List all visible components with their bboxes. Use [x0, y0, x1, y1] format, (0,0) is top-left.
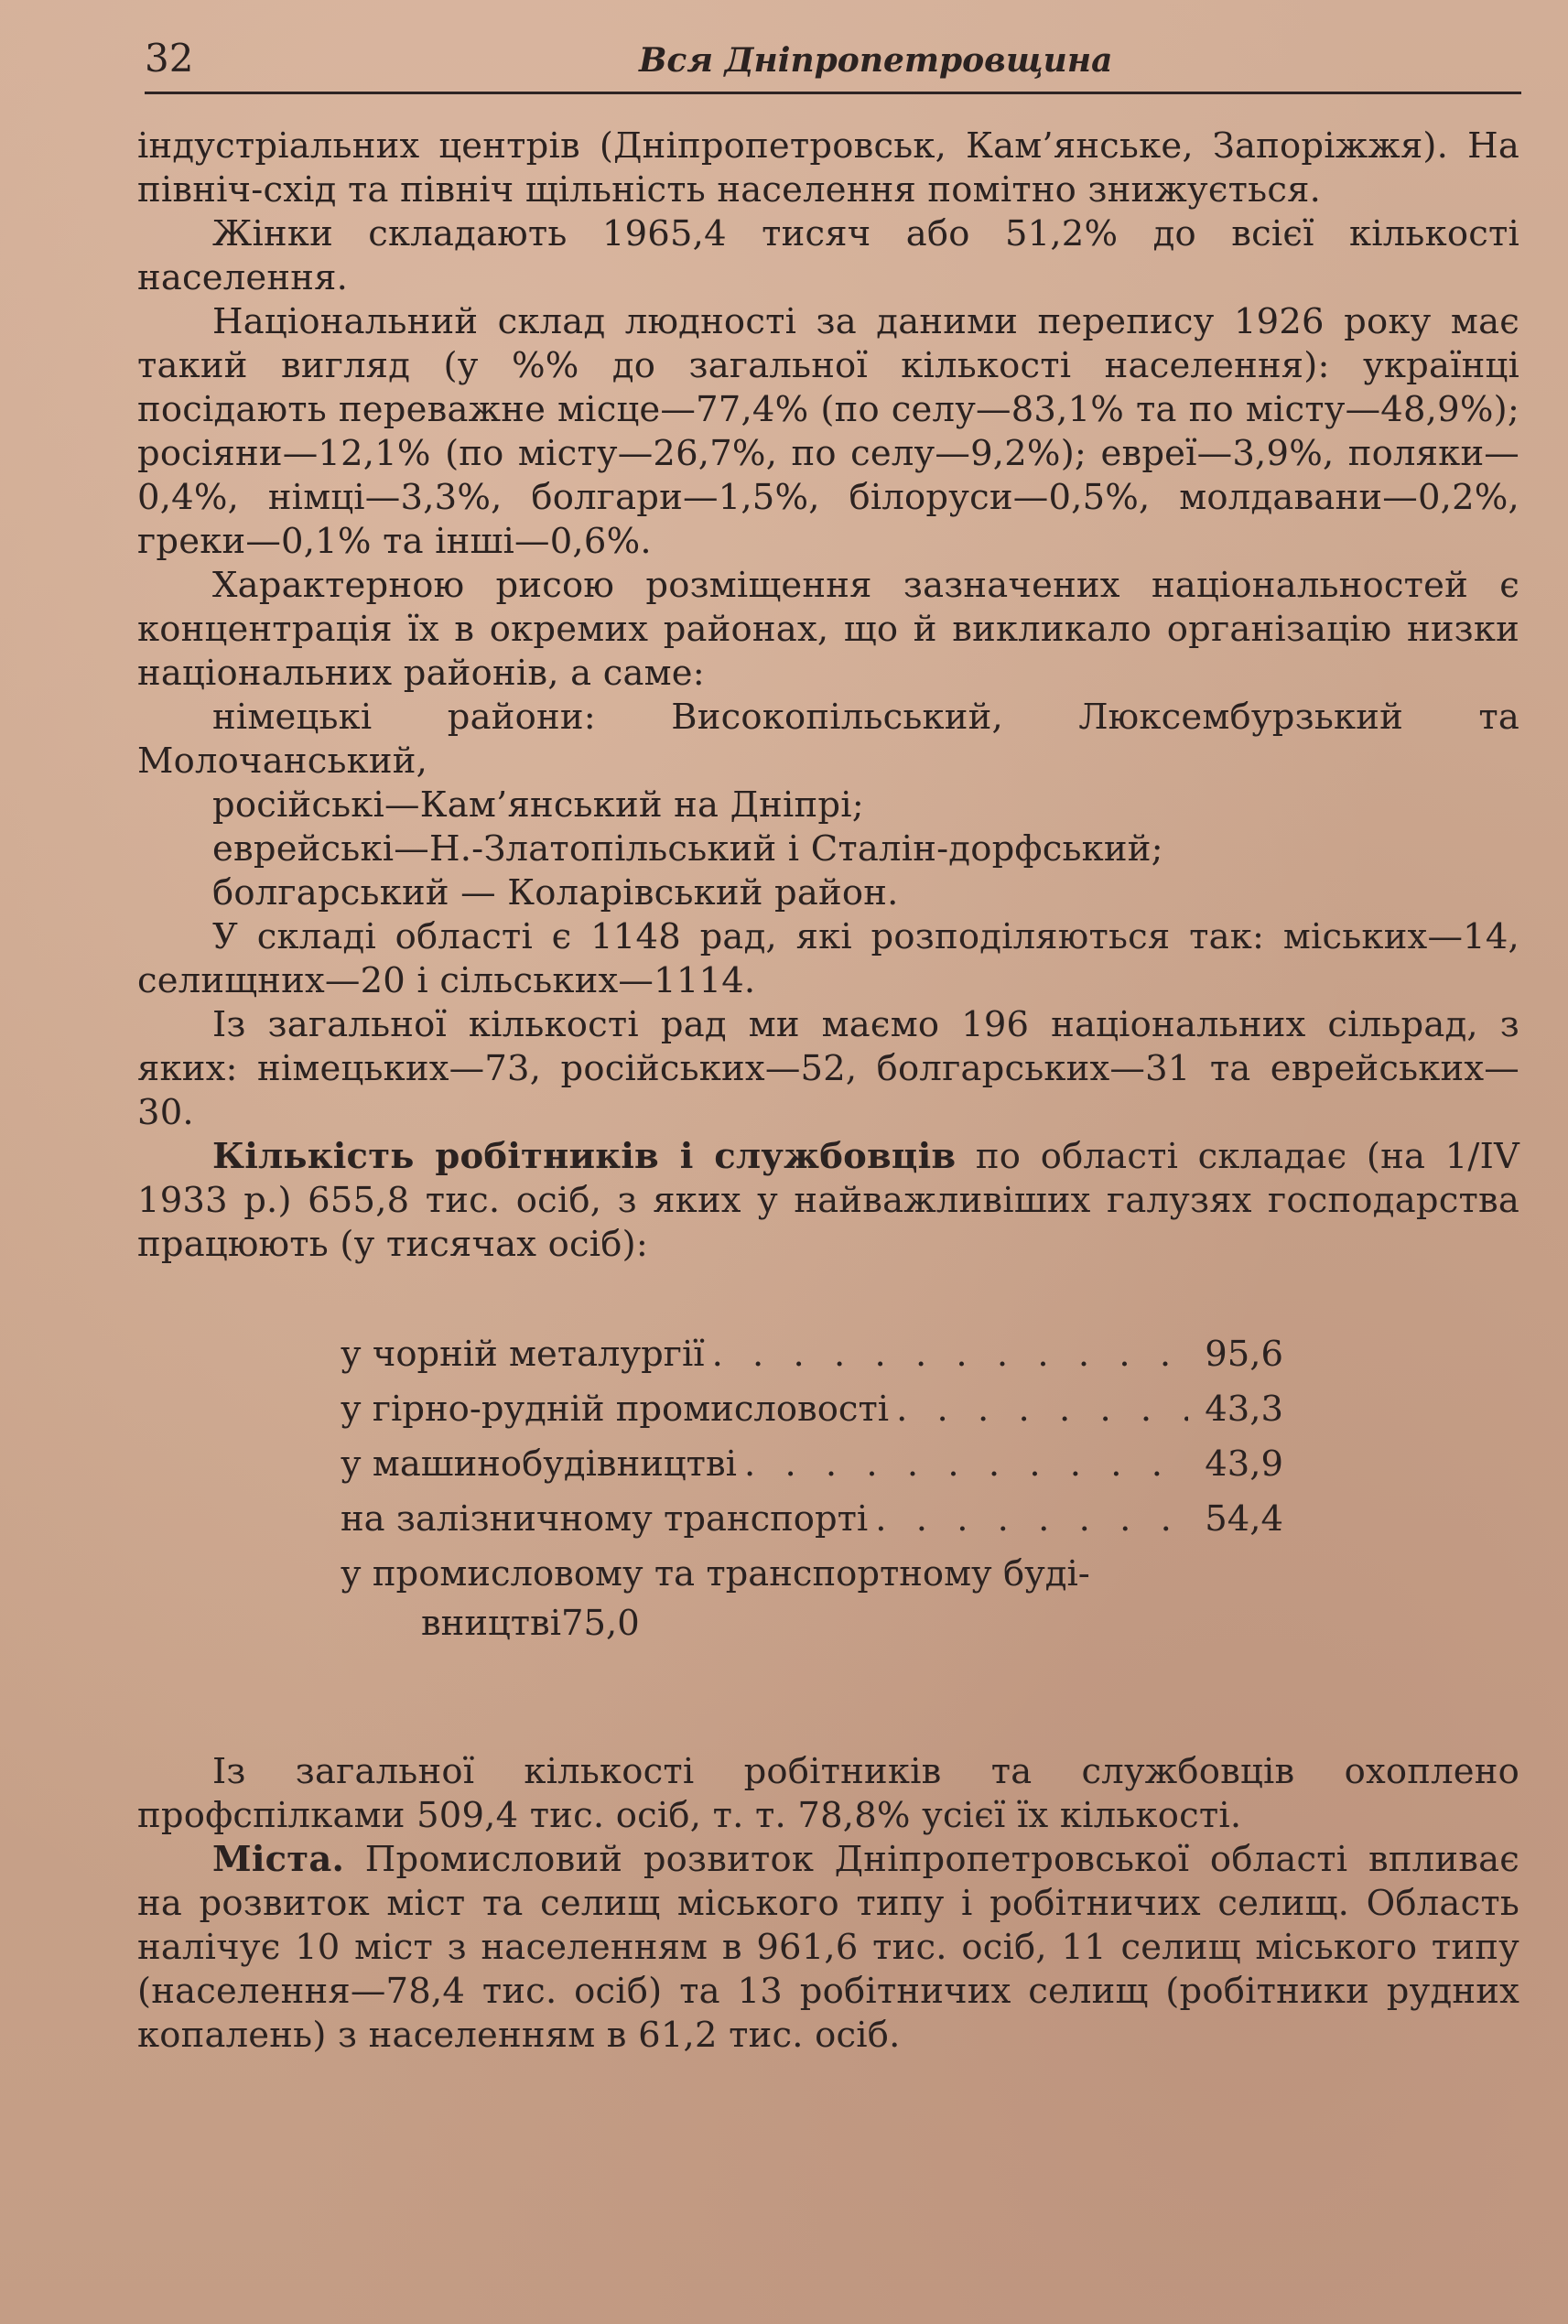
- paragraph-workers: [137, 1135, 1519, 1267]
- row-continuation: [341, 1602, 1283, 1651]
- paragraph-cities: [137, 1838, 1519, 2058]
- after-table-section: [137, 1750, 1519, 2058]
- row-value: 43,3: [1205, 1389, 1283, 1430]
- table-row: [341, 1497, 1283, 1552]
- row-value: 43,9: [1205, 1443, 1283, 1485]
- table-row: [341, 1443, 1283, 1497]
- row-value: 95,6: [1205, 1334, 1283, 1375]
- leader-dots: [896, 1388, 1188, 1432]
- paragraph-national-composition: Національний склад людності за даними перепису 1926 року має такий вигляд (у %% до загальної кількості населення): українці посідають переважне місце—77,4% (по селу—83,1% та по місту—48,9%); росіяни—12,1% (по місту—26,7%, по селу—9,2%); евреї—3,9%, поляки—0,4%, німці—3,3%, болгари—1,5%, білоруси—0,5%, молдавани—0,2%, греки—0,1% та інші—0,6%.: [137, 301, 1519, 562]
- page-body: [137, 124, 1519, 2058]
- paragraph-lead: Кількість робітників і службовців: [212, 1136, 957, 1177]
- running-title: Вся Дніпропетровщина: [639, 41, 1113, 80]
- page-number: 32: [145, 36, 194, 81]
- list-item: німецькі райони: Високопільський, Люксембурзький та Молочанський,: [137, 697, 1519, 782]
- workers-table: [341, 1333, 1283, 1651]
- leader-dots: [744, 1443, 1188, 1486]
- table-row: [341, 1333, 1283, 1388]
- list-item: еврейські—Н.-Златопільський і Сталін-дорфський;: [212, 828, 1163, 870]
- leader-dots: [875, 1497, 1188, 1541]
- row-value: 75,0: [561, 1603, 640, 1644]
- paragraph-continuation: індустріальних центрів (Дніпропетровськ, Кам’янське, Запоріжжя). На північ-схід та північ щільність населення помітно знижується.: [137, 125, 1519, 211]
- paragraph-text: по області складає (на 1/IV 1933 р.) 655,8 тис. осіб, з яких у найважливіших галузях господарства працюють (у тисячах осіб):: [137, 1136, 1519, 1265]
- row-label: у гірно-рудній промисловості: [341, 1389, 890, 1430]
- paragraph-national-councils: Із загальної кількості рад ми маємо 196 національних сільрад, з яких: німецьких—73, російських—52, болгарських—31 та еврейських—30.: [137, 1004, 1519, 1133]
- leader-dots: [712, 1333, 1188, 1377]
- row-label: у машинобудівництві: [341, 1443, 737, 1485]
- row-label-continued: вництві: [421, 1603, 562, 1644]
- list-item: болгарський — Коларівський район.: [212, 872, 899, 913]
- page-header: [145, 26, 1521, 94]
- paragraph-councils: У складі області є 1148 рад, які розподіляються так: міських—14, селищних—20 і сільських—1114.: [137, 916, 1519, 1001]
- row-value: 54,4: [1205, 1498, 1283, 1540]
- list-item: російські—Кам’янський на Дніпрі;: [212, 784, 864, 826]
- row-label: у чорній металургії: [341, 1334, 705, 1375]
- paragraph-trade-unions: Із загальної кількості робітників та службовців охоплено профспілками 509,4 тис. осіб, т. т. 78,8% усієї їх кількості.: [137, 1751, 1519, 1836]
- table-row: [341, 1388, 1283, 1443]
- row-label: у промисловому та транспортному буді-: [341, 1553, 1090, 1594]
- table-row: [341, 1552, 1283, 1651]
- paragraph-women: Жінки складають 1965,4 тисяч або 51,2% до всієї кількості населення.: [137, 213, 1519, 298]
- row-label: на залізничному транспорті: [341, 1498, 869, 1540]
- paragraph-lead: Міста.: [212, 1839, 345, 1880]
- paragraph-text: Промисловий розвиток Дніпропетровської області впливає на розвиток міст та селищ міського типу і робітничих селищ. Область налічує 10 міст з населенням в 961,6 тис. осіб, 11 селищ міського типу (населення—78,4 тис. осіб) та 13 робітничих селищ (робітники рудних копалень) з населенням в 61,2 тис. осіб.: [137, 1839, 1519, 2056]
- district-list: [137, 696, 1519, 915]
- paragraph-national-districts: Характерною рисою розміщення зазначених національностей є концентрація їх в окремих районах, що й викликало організацію низки національних районів, а саме:: [137, 565, 1519, 694]
